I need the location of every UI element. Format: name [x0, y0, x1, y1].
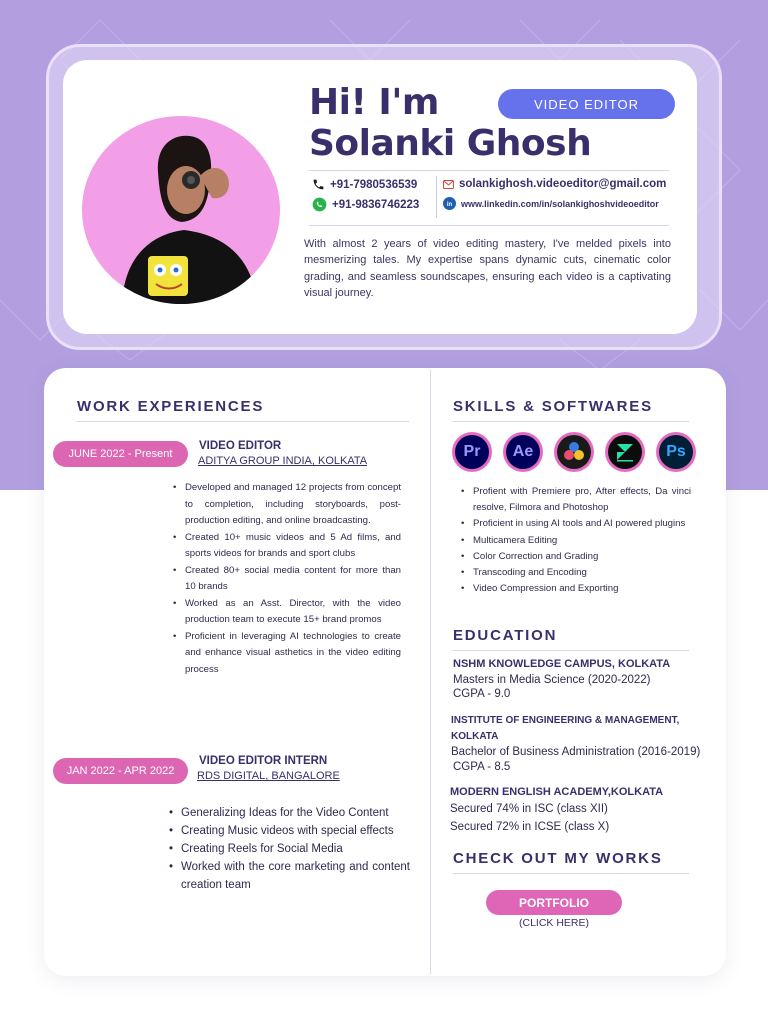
- education-school-1: NSHM KNOWLEDGE CAMPUS, KOLKATA: [453, 658, 671, 670]
- role-badge: VIDEO EDITOR: [498, 89, 675, 119]
- linkedin-link[interactable]: [443, 197, 659, 210]
- education-school-2-city: KOLKATA: [451, 731, 499, 742]
- linkedin-icon: [443, 197, 456, 210]
- photoshop-icon: [656, 432, 696, 472]
- job-1-dates: JUNE 2022 - Present: [53, 441, 188, 467]
- phone-icon: [312, 178, 325, 191]
- after-effects-label: Ae: [506, 435, 540, 469]
- education-detail-3a: Secured 74% in ISC (class XII): [450, 803, 608, 815]
- skills-list: [461, 484, 691, 597]
- job-1-duties: [173, 480, 401, 678]
- list-item: • Developed and managed 12 projects from concept to completion, including storyboards, post-production editing, and online broadcasting.: [173, 480, 401, 530]
- filmora-icon: [605, 432, 645, 472]
- work-section-title: WORK EXPERIENCES: [77, 398, 265, 415]
- software-icons: [452, 432, 696, 472]
- education-detail-3b: Secured 72% in ICSE (class X): [450, 821, 610, 833]
- after-effects-icon: [503, 432, 543, 472]
- education-grade-2: CGPA - 8.5: [453, 761, 511, 773]
- list-item: • Transcoding and Encoding: [461, 565, 691, 581]
- premiere-pro-icon: [452, 432, 492, 472]
- phone-2[interactable]: [312, 197, 419, 212]
- phone-1-text: +91-7980536539: [330, 178, 418, 191]
- education-section-line: [453, 650, 689, 651]
- linkedin-text: www.linkedin.com/in/solankighoshvideoeditor: [461, 198, 659, 209]
- education-degree-2: Bachelor of Business Administration (2016-2019): [451, 746, 701, 758]
- portfolio-hint[interactable]: (CLICK HERE): [518, 917, 589, 929]
- works-section-title: CHECK OUT MY WORKS: [453, 850, 663, 867]
- education-section-title: EDUCATION: [453, 627, 558, 644]
- job-2-title: VIDEO EDITOR INTERN: [199, 755, 328, 767]
- list-item: • Creating Music videos with special effects: [169, 822, 410, 840]
- svg-text:in: in: [446, 201, 453, 208]
- education-degree-1: Masters in Media Science (2020-2022): [453, 674, 651, 686]
- header-divider-bottom: [309, 225, 669, 226]
- premiere-pro-label: Pr: [455, 435, 489, 469]
- email-link[interactable]: [443, 178, 666, 190]
- mail-icon: [443, 180, 454, 189]
- works-section-line: [453, 873, 689, 874]
- list-item: • Proficient in leveraging AI technologies to create and enhance visual asthetics in the video editing process: [173, 629, 401, 679]
- portfolio-button[interactable]: PORTFOLIO: [486, 890, 622, 915]
- list-item: • Worked as an Asst. Director, with the video production team to execute 15+ brand promos: [173, 596, 401, 629]
- list-item: • Created 80+ social media content for more than 10 brands: [173, 563, 401, 596]
- list-item: • Generalizing Ideas for the Video Content: [169, 804, 410, 822]
- list-item: • Created 10+ music videos and 5 Ad films, and sports videos for brands and sport clubs: [173, 530, 401, 563]
- phone-1[interactable]: [312, 178, 417, 191]
- davinci-resolve-glyph: [562, 440, 586, 464]
- phone-2-text: +91-9836746223: [332, 198, 420, 211]
- greeting-line: Hi! I'm: [309, 82, 439, 123]
- davinci-resolve-icon: [554, 432, 594, 472]
- list-item: • Worked with the core marketing and content creation team: [169, 858, 410, 894]
- list-item: • Color Correction and Grading: [461, 549, 691, 565]
- list-item: • Creating Reels for Social Media: [169, 840, 410, 858]
- job-2-duties: [169, 804, 410, 894]
- filmora-glyph: [614, 441, 636, 463]
- contact-divider: [436, 176, 437, 218]
- job-2-dates: JAN 2022 - APR 2022: [53, 758, 188, 784]
- education-school-2: INSTITUTE OF ENGINEERING & MANAGEMENT,: [451, 715, 680, 726]
- intro-paragraph: With almost 2 years of video editing mastery, I've melded pixels into mesmerizing tales. My expertise spans dynamic cuts, cinematic color grading, and seamless soundscapes, ensuring each video is a captivating visual journey.: [304, 238, 671, 299]
- whatsapp-icon: [312, 197, 327, 212]
- list-item: • Proficient in using AI tools and AI powered plugins: [461, 516, 691, 532]
- email-text: solankighosh.videoeditor@gmail.com: [459, 178, 667, 190]
- profile-photo: [82, 116, 280, 304]
- job-1-title: VIDEO EDITOR: [199, 440, 282, 452]
- full-name: Solanki Ghosh: [309, 123, 592, 164]
- skills-section-line: [453, 421, 689, 422]
- skills-section-title: SKILLS & SOFTWARES: [453, 398, 653, 415]
- job-1-company: ADITYA GROUP INDIA, KOLKATA: [198, 455, 368, 467]
- header-divider-top: [309, 170, 669, 171]
- education-grade-1: CGPA - 9.0: [453, 688, 511, 700]
- photoshop-label: Ps: [659, 435, 693, 469]
- list-item: • Multicamera Editing: [461, 533, 691, 549]
- job-2-company: RDS DIGITAL, BANGALORE: [197, 770, 340, 782]
- list-item: • Video Compression and Exporting: [461, 581, 691, 597]
- list-item: • Profient with Premiere pro, After effects, Da vinci resolve, Filmora and Photoshop: [461, 484, 691, 516]
- person-illustration: [82, 116, 280, 304]
- column-divider: [430, 370, 431, 974]
- education-school-3: MODERN ENGLISH ACADEMY,KOLKATA: [450, 786, 664, 798]
- work-section-line: [77, 421, 409, 422]
